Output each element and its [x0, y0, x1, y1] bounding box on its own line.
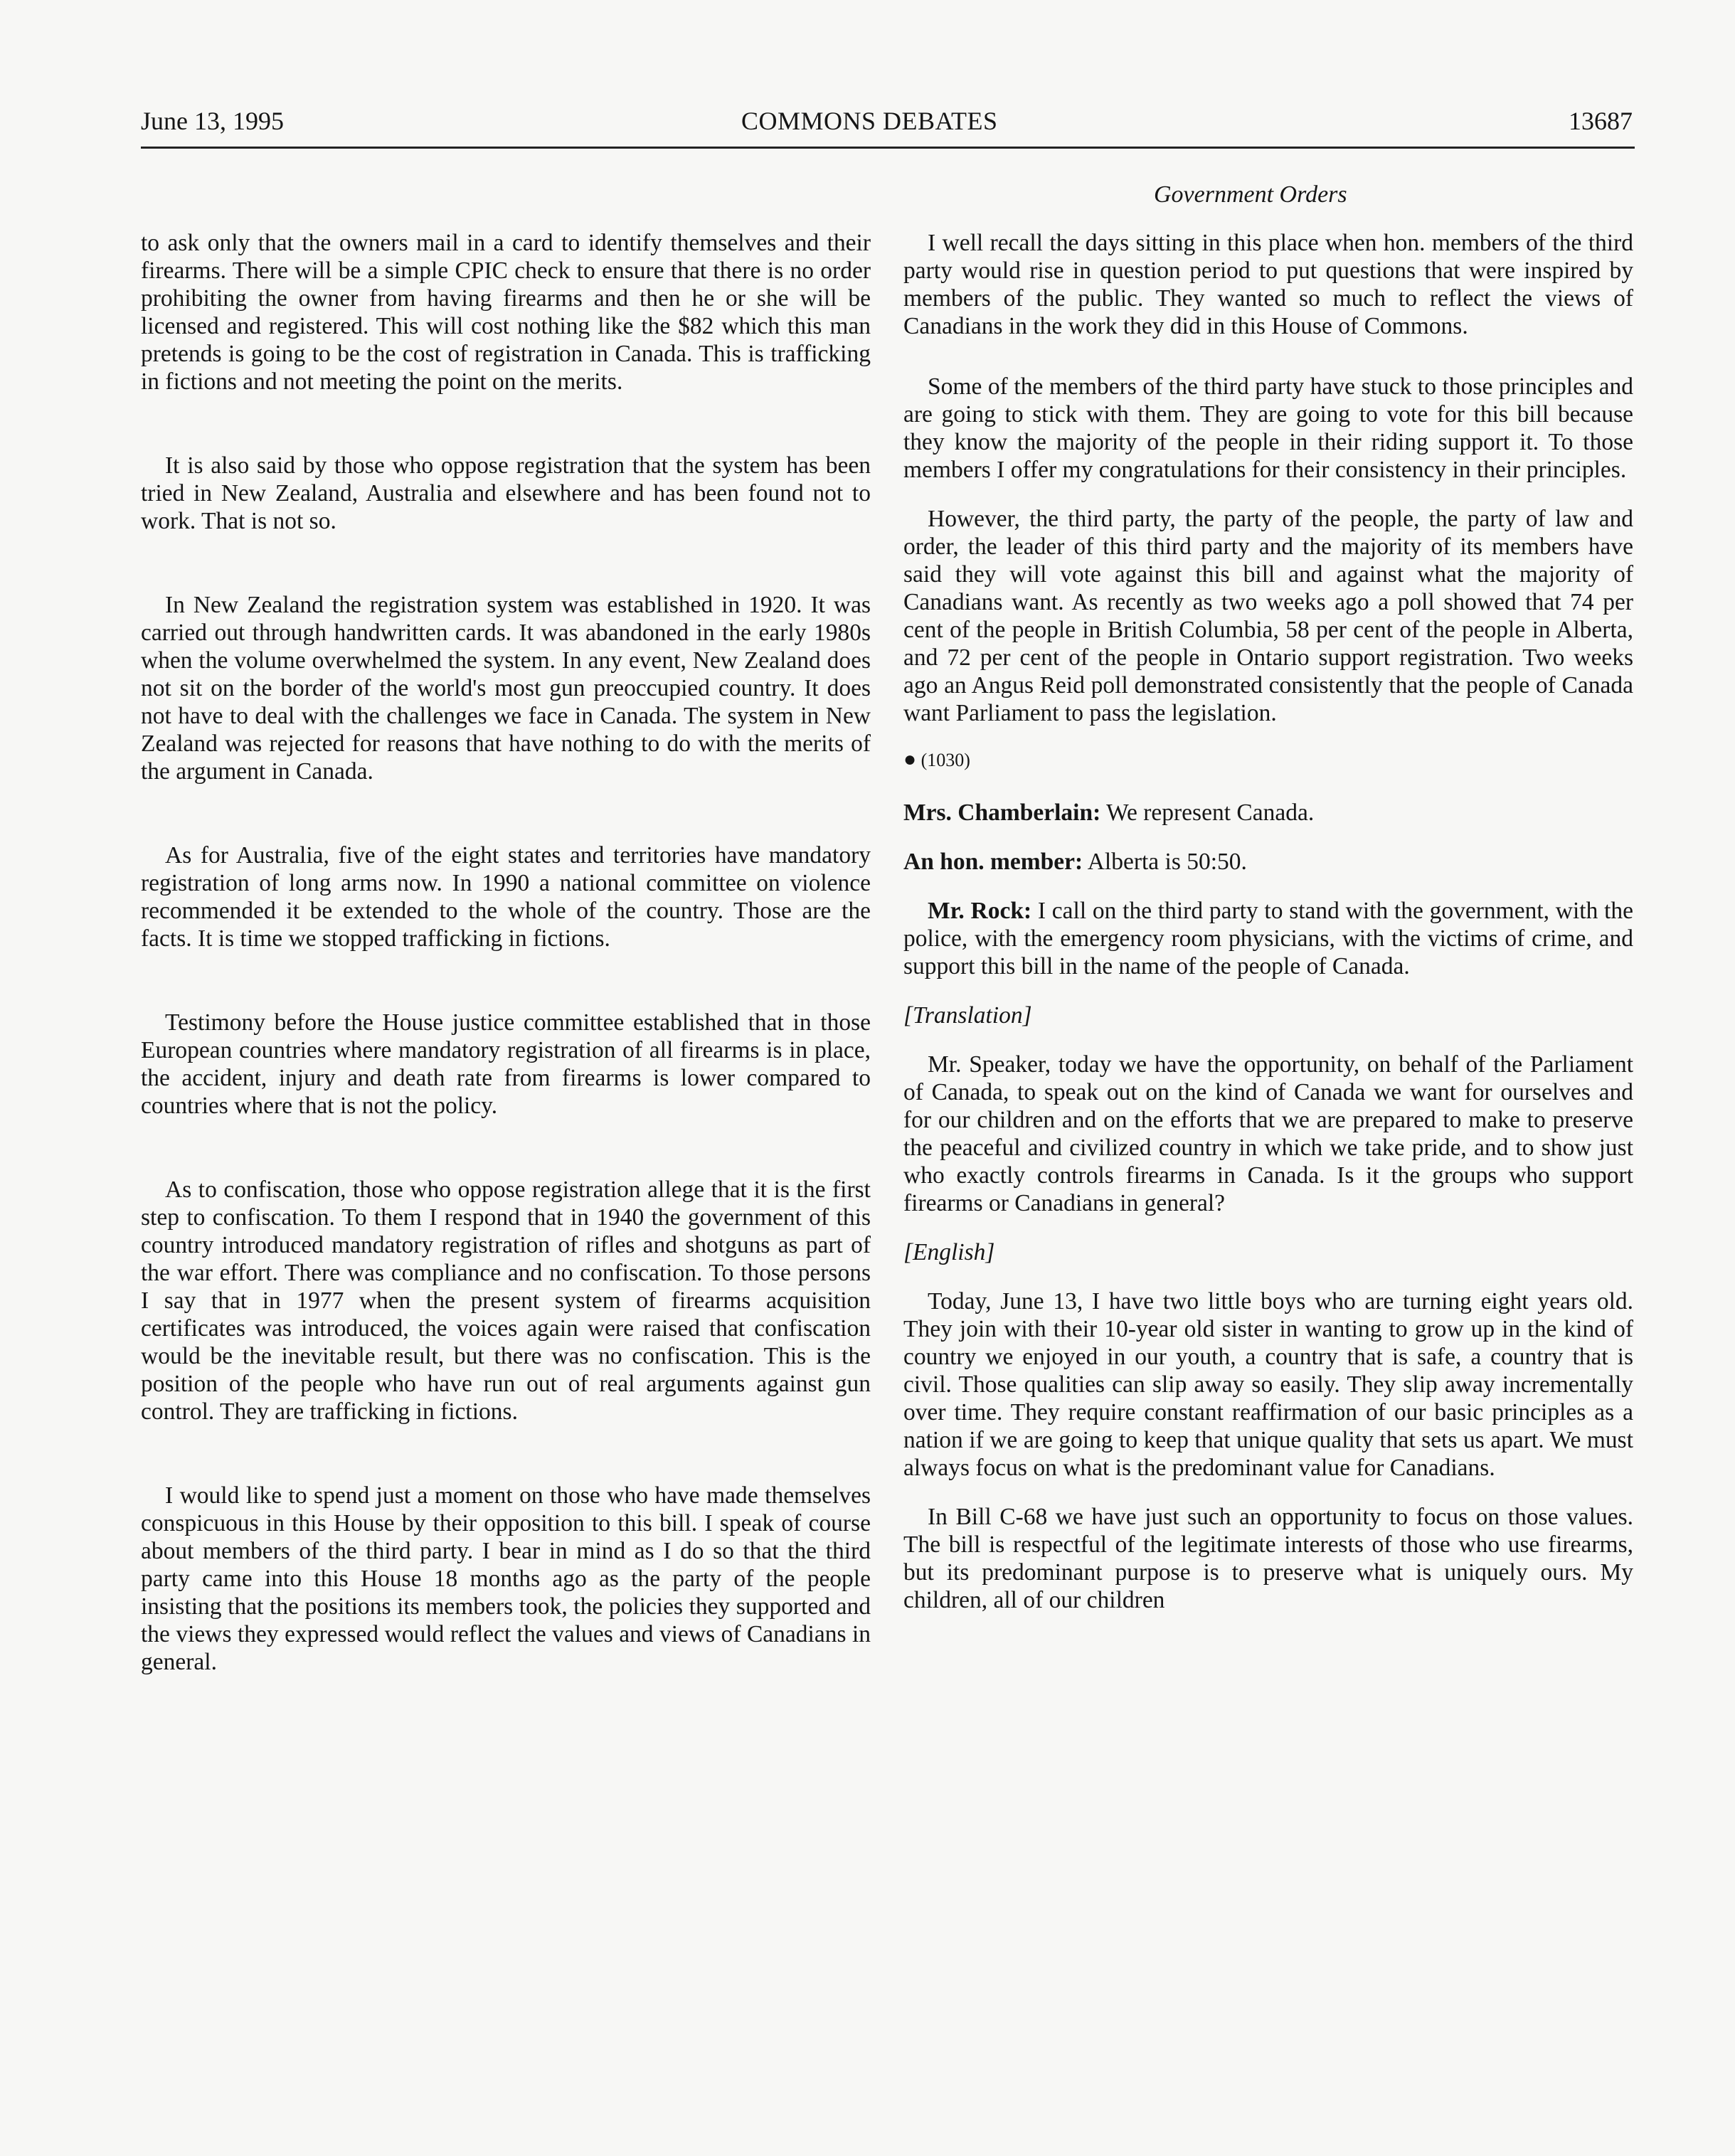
paragraph: Mr. Speaker, today we have the opportunity, on behalf of the Parliament of Canada, to speak out on the kind of Canada we want for ourselves and for our children and on the efforts that we are prepared to make to preserve the peaceful and civilized country in which we take pride, and to show just who exactly controls firearms in Canada. Is it the groups who support firearms or Canadians in general? [903, 1051, 1633, 1216]
paragraph: However, the third party, the party of the people, the party of law and order, the leader of this third party and the majority of its members have said they will vote against this bill and against what the majority of Canadians want. As recently as two weeks ago a poll showed that 74 per cent of the people in British Columbia, 58 per cent of the people in Alberta, and 72 per cent of the people in Ontario support registration. Two weeks ago an Angus Reid poll demonstrated consistently that the people of Canada want Parliament to pass the legislation. [903, 506, 1633, 726]
language-tag-text: [Translation] [903, 1002, 1032, 1029]
time-marker [903, 748, 1633, 772]
speech-text: Alberta is 50:50. [1087, 849, 1247, 875]
speech [903, 848, 1633, 876]
section-title: Government Orders [1154, 181, 1347, 208]
paragraph: Today, June 13, I have two little boys who are turning eight years old. They join with their 10-year old sister in wanting to grow up in the kind of country we enjoyed in our youth, a country that is safe, a country that is civil. Those qualities can slip away so easily. They slip away incrementally over time. They require constant reaffirmation of our basic principles as a nation if we are going to keep that unique quality that sets us apart. We must always focus on what is the predominant value for Canadians. [903, 1288, 1633, 1481]
paragraph: As to confiscation, those who oppose registration allege that it is the first step to confiscation. To them I respond that in 1940 the government of this country introduced mandatory registration of rifles and shotguns as part of the war effort. There was compliance and no confiscation. To those persons I say that in 1977 when the present system of firearms acquisition certificates was introduced, the voices again were raised that confiscation would be the inevitable result, but there was no confiscation. This is the position of the people who have run out of real arguments against gun control. They are trafficking in fictions. [141, 1177, 871, 1425]
paragraph: to ask only that the owners mail in a card to identify themselves and their firearms. There will be a simple CPIC check to ensure that there is no order prohibiting the owner from having firearms and then he or she will be licensed and registered. This will cost nothing like the $82 which this man pretends is going to be the cost of registration in Canada. This is trafficking in fictions and not meeting the point on the merits. [141, 230, 871, 395]
speaker-name: Mr. Rock: [928, 898, 1032, 924]
right-column [903, 229, 1633, 1635]
bullet-icon: ● [903, 748, 917, 771]
paragraph: In Bill C-68 we have just such an opportunity to focus on those values. The bill is respectful of the legitimate interests of those who use firearms, but its predominant purpose is to preserve what is uniquely ours. My children, all of our children [903, 1504, 1633, 1613]
speech [903, 897, 1633, 980]
paragraph: Some of the members of the third party have stuck to those principles and are going to stick with them. They are going to vote for this bill because they know the majority of the people in their riding support it. To those members I offer my congratulations for their consistency in their principles. [903, 373, 1633, 483]
paragraph: I well recall the days sitting in this place when hon. members of the third party would rise in question period to put questions that were inspired by members of the public. They wanted so much to reflect the views of Canadians in the work they did in this House of Commons. [903, 230, 1633, 339]
language-tag [903, 1238, 1633, 1266]
time-marker-text: (1030) [920, 750, 970, 770]
paragraph: It is also said by those who oppose registration that the system has been tried in New Zealand, Australia and elsewhere and has been found not to work. That is not so. [141, 452, 871, 534]
paragraph: I would like to spend just a moment on those who have made themselves conspicuous in this House by their opposition to this bill. I speak of course about members of the third party. I bear in mind as I do so that the third party came into this House 18 months ago as the party of the people insisting that the positions its members took, the policies they supported and the views they expressed would reflect the values and views of Canadians in general. [141, 1482, 871, 1675]
speaker-name: An hon. member: [903, 849, 1083, 875]
header-rule [141, 147, 1635, 149]
paragraph: Testimony before the House justice committee established that in those European countries where mandatory registration of all firearms is in place, the accident, injury and death rate from firearms is lower compared to countries where that is not the policy. [141, 1009, 871, 1119]
speech-text: We represent Canada. [1106, 800, 1315, 826]
language-tag [903, 1002, 1633, 1029]
language-tag-text: [English] [903, 1239, 995, 1265]
left-column [141, 229, 871, 1732]
speech-text: I call on the third party to stand with the government, with the police, with the emergency room physicians, with the victims of crime, and support this bill in the name of the people of Canada. [903, 898, 1633, 979]
header-date: June 13, 1995 [141, 107, 284, 135]
paragraph: In New Zealand the registration system was established in 1920. It was carried out through handwritten cards. It was abandoned in the early 1980s when the volume overwhelmed the system. In any event, New Zealand does not sit on the border of the world's most gun preoccupied country. It does not have to deal with the challenges we face in Canada. The system in New Zealand was rejected for reasons that have nothing to do with the merits of the argument in Canada. [141, 592, 871, 785]
paragraph: As for Australia, five of the eight states and territories have mandatory registration of long arms now. In 1990 a national committee on violence recommended it be extended to the whole of the country. Those are the facts. It is time we stopped trafficking in fictions. [141, 842, 871, 952]
speech [903, 799, 1633, 827]
header-title: COMMONS DEBATES [741, 107, 998, 135]
page-number: 13687 [1569, 107, 1633, 135]
speaker-name: Mrs. Chamberlain: [903, 800, 1101, 826]
